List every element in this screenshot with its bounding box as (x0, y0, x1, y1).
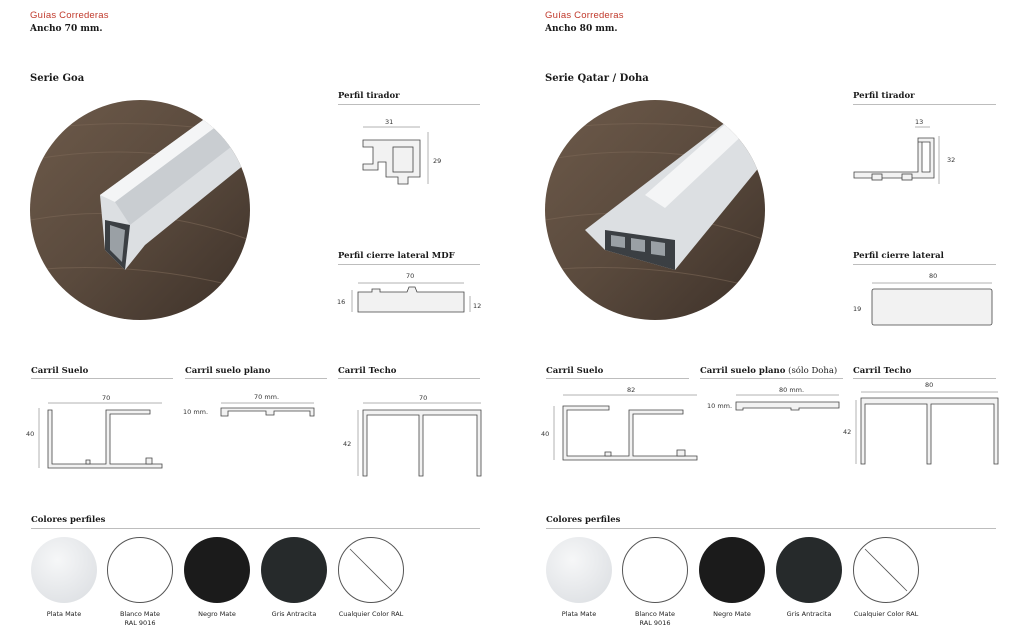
left-suelo-height: 40 (26, 430, 35, 438)
right-eyebrow: Guías Correderas (545, 10, 624, 21)
left-techo-height: 42 (343, 440, 352, 448)
right-suelo-height: 40 (541, 430, 550, 438)
left-plano-height: 10 mm. (183, 408, 209, 416)
color-label: Cualquier Color RAL (338, 610, 404, 618)
right-carril-techo-title: Carril Techo (853, 366, 912, 376)
left-series-title: Serie Goa (30, 73, 85, 84)
color-label-ral: RAL 9016 (124, 619, 156, 627)
left-suelo-width: 70 (102, 394, 111, 402)
right-series-title: Serie Qatar / Doha (545, 73, 649, 84)
divider (700, 378, 843, 379)
right-perfil-cierre-title: Perfil cierre lateral (853, 251, 944, 261)
diagonal-line-icon (338, 537, 404, 603)
left-perfil-cierre-title: Perfil cierre lateral MDF (338, 251, 455, 261)
divider (338, 264, 480, 265)
swatch-gris-antracita (261, 537, 327, 603)
diagonal-line-icon (853, 537, 919, 603)
right-carril-suelo-title: Carril Suelo (546, 366, 604, 376)
swatch-cualquier-ral (853, 537, 919, 603)
left-techo-width: 70 (419, 394, 428, 402)
color-label: Gris Antracita (786, 610, 832, 618)
left-cierre-drawing (352, 280, 472, 320)
left-suelo-drawing (36, 400, 176, 475)
left-tirador-height: 29 (433, 157, 442, 165)
right-product-photo (545, 100, 765, 320)
right-cierre-drawing (866, 280, 996, 330)
right-plano-width: 80 mm. (779, 386, 805, 394)
left-colores-title: Colores perfiles (31, 515, 106, 525)
right-suelo-plano-title-wrap (700, 366, 837, 376)
swatch-blanco-mate (107, 537, 173, 603)
right-suelo-plano-note: (sólo Doha) (788, 366, 838, 376)
divider (338, 104, 480, 105)
left-plano-drawing (218, 400, 318, 425)
left-perfil-tirador-title: Perfil tirador (338, 91, 400, 101)
left-tirador-drawing (358, 122, 438, 192)
divider (853, 104, 996, 105)
divider (31, 528, 480, 529)
right-tirador-drawing (852, 122, 947, 192)
color-label-ral: RAL 9016 (639, 619, 671, 627)
right-width-label: Ancho 80 mm. (545, 24, 618, 34)
left-cierre-height-left: 16 (337, 298, 346, 306)
divider (853, 378, 996, 379)
left-techo-drawing (355, 400, 485, 480)
left-width-label: Ancho 70 mm. (30, 24, 103, 34)
right-plano-drawing (733, 392, 843, 417)
left-cierre-height-right: 12 (473, 302, 482, 310)
right-techo-drawing (853, 388, 1003, 468)
right-techo-height: 42 (843, 428, 852, 436)
divider (185, 378, 327, 379)
swatch-gris-antracita (776, 537, 842, 603)
divider (546, 528, 996, 529)
right-techo-width: 80 (925, 381, 934, 389)
swatch-plata-mate (31, 537, 97, 603)
left-carril-suelo-title: Carril Suelo (31, 366, 89, 376)
right-tirador-height: 32 (947, 156, 956, 164)
swatch-blanco-mate (622, 537, 688, 603)
right-tirador-width: 13 (915, 118, 924, 126)
color-label: Blanco Mate (634, 610, 676, 618)
right-perfil-tirador-title: Perfil tirador (853, 91, 915, 101)
right-suelo-drawing (551, 392, 696, 467)
left-plano-width: 70 mm. (254, 393, 280, 401)
left-eyebrow: Guías Correderas (30, 10, 109, 21)
swatch-negro-mate (699, 537, 765, 603)
divider (853, 264, 996, 265)
color-label: Plata Mate (46, 610, 82, 618)
left-cierre-width: 70 (406, 272, 415, 280)
color-label: Negro Mate (198, 610, 236, 618)
color-label: Gris Antracita (271, 610, 317, 618)
right-cierre-height: 19 (853, 305, 862, 313)
left-suelo-plano-title: Carril suelo plano (185, 366, 271, 376)
left-product-photo (30, 100, 250, 320)
color-label: Plata Mate (561, 610, 597, 618)
divider (546, 378, 689, 379)
divider (338, 378, 480, 379)
color-label: Blanco Mate (119, 610, 161, 618)
left-product-illustration (30, 100, 250, 320)
color-label: Cualquier Color RAL (853, 610, 919, 618)
right-suelo-plano-title: Carril suelo plano (700, 366, 786, 376)
divider (31, 378, 173, 379)
swatch-plata-mate (546, 537, 612, 603)
swatch-cualquier-ral (338, 537, 404, 603)
right-colores-title: Colores perfiles (546, 515, 621, 525)
right-plano-height: 10 mm. (707, 402, 733, 410)
left-tirador-width: 31 (385, 118, 394, 126)
swatch-negro-mate (184, 537, 250, 603)
right-suelo-width: 82 (627, 386, 636, 394)
color-label: Negro Mate (713, 610, 751, 618)
right-product-illustration (545, 100, 765, 320)
right-cierre-width: 80 (929, 272, 938, 280)
left-carril-techo-title: Carril Techo (338, 366, 397, 376)
